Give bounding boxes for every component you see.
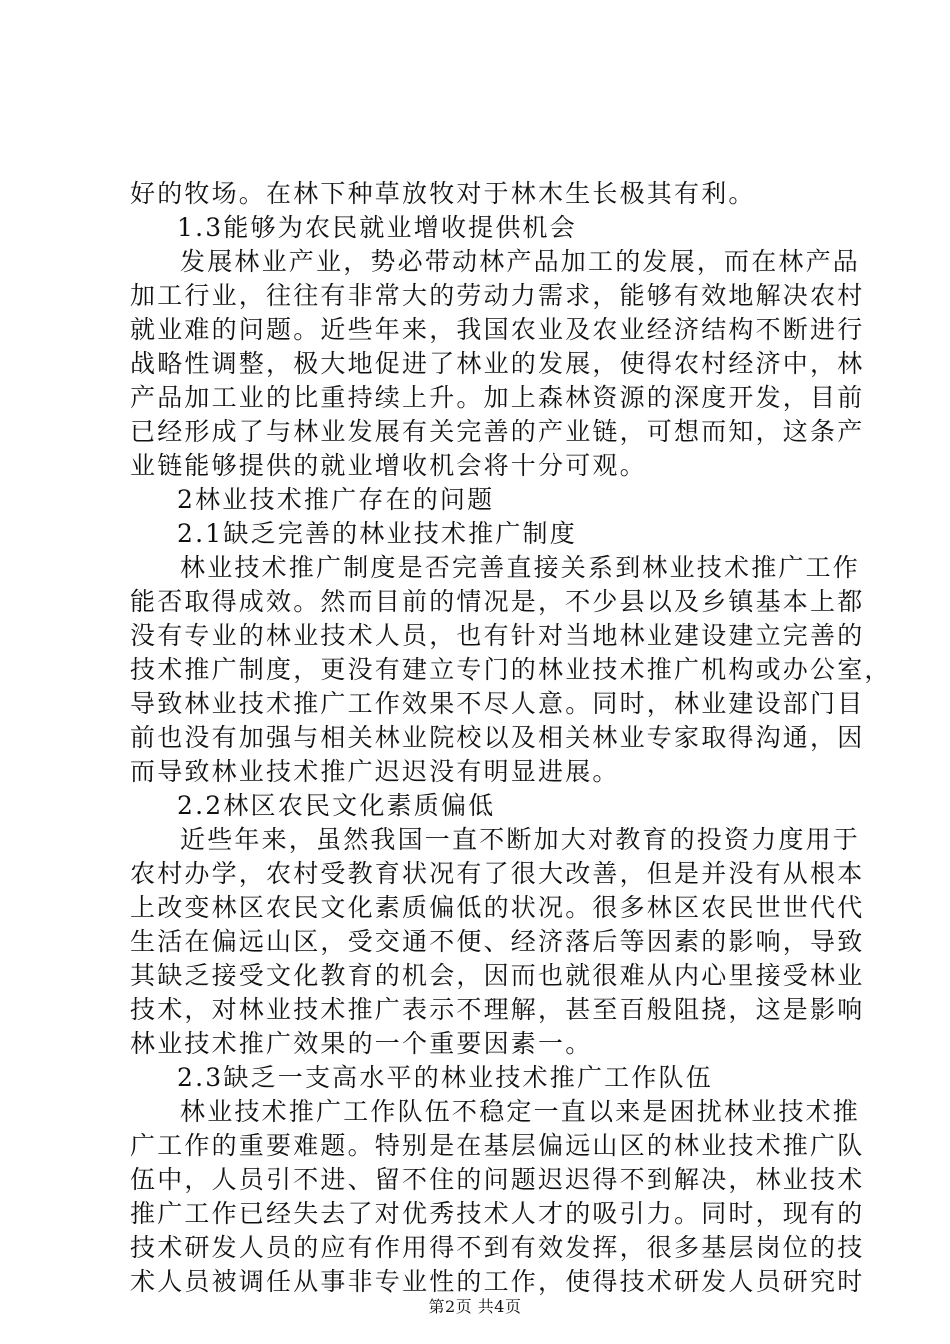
body-text-line: 术人员被调任从事非专业性的工作，使得技术研发人员研究时 bbox=[130, 1267, 865, 1296]
paragraph-first-line: 发展林业产业，势必带动林产品加工的发展，而在林产品 bbox=[180, 247, 861, 276]
body-text-line: 前也没有加强与相关林业院校以及相关林业专家取得沟通，因 bbox=[130, 723, 865, 752]
paragraph-first-line: 林业技术推广制度是否完善直接关系到林业技术推广工作 bbox=[180, 553, 861, 582]
body-text-line: 产品加工业的比重持续上升。加上森林资源的深度开发，目前 bbox=[130, 383, 865, 412]
section-heading: 2.1缺乏完善的林业技术推广制度 bbox=[177, 519, 577, 548]
body-text-line: 林业技术推广效果的一个重要因素一。 bbox=[130, 1029, 593, 1058]
section-heading: 2.3缺乏一支高水平的林业技术推广工作队伍 bbox=[177, 1063, 713, 1092]
body-text-line: 农村办学，农村受教育状况有了很大改善，但是并没有从根本 bbox=[130, 859, 865, 888]
body-text-line: 业链能够提供的就业增收机会将十分可观。 bbox=[130, 451, 647, 480]
body-text-line: 能否取得成效。然而目前的情况是，不少县以及乡镇基本上都 bbox=[130, 587, 865, 616]
body-text-line: 导致林业技术推广工作效果不尽人意。同时，林业建设部门目 bbox=[130, 689, 865, 718]
section-heading: 2.2林区农民文化素质偏低 bbox=[177, 791, 496, 820]
body-text-line: 技术推广制度，更没有建立专门的林业技术推广机构或办公室， bbox=[130, 655, 892, 684]
body-text-line: 技术，对林业技术推广表示不理解，甚至百般阻挠，这是影响 bbox=[130, 995, 865, 1024]
paragraph-first-line: 近些年来，虽然我国一直不断加大对教育的投资力度用于 bbox=[180, 825, 861, 854]
body-text-line: 就业难的问题。近些年来，我国农业及农业经济结构不断进行 bbox=[130, 315, 865, 344]
body-text-line: 广工作的重要难题。特别是在基层偏远山区的林业技术推广队 bbox=[130, 1131, 865, 1160]
body-text-line: 而导致林业技术推广迟迟没有明显进展。 bbox=[130, 757, 620, 786]
body-text-line: 生活在偏远山区，受交通不便、经济落后等因素的影响，导致 bbox=[130, 927, 865, 956]
body-text-line: 推广工作已经失去了对优秀技术人才的吸引力。同时，现有的 bbox=[130, 1199, 865, 1228]
page-footer: 第2页 共4页 bbox=[428, 1297, 522, 1316]
body-text-line: 其缺乏接受文化教育的机会，因而也就很难从内心里接受林业 bbox=[130, 961, 865, 990]
body-text-line: 已经形成了与林业发展有关完善的产业链，可想而知，这条产 bbox=[130, 417, 865, 446]
body-text-line: 上改变林区农民文化素质偏低的状况。很多林区农民世世代代 bbox=[130, 893, 865, 922]
body-text-line: 好的牧场。在林下种草放牧对于林木生长极其有利。 bbox=[130, 179, 756, 208]
section-heading: 1.3能够为农民就业增收提供机会 bbox=[177, 213, 577, 242]
body-text-line: 伍中，人员引不进、留不住的问题迟迟得不到解决，林业技术 bbox=[130, 1165, 865, 1194]
body-text-line: 加工行业，往往有非常大的劳动力需求，能够有效地解决农村 bbox=[130, 281, 865, 310]
body-text-line: 没有专业的林业技术人员，也有针对当地林业建设建立完善的 bbox=[130, 621, 865, 650]
section-heading: 2林业技术推广存在的问题 bbox=[177, 485, 495, 514]
paragraph-first-line: 林业技术推广工作队伍不稳定一直以来是困扰林业技术推 bbox=[180, 1097, 861, 1126]
body-text-line: 技术研发人员的应有作用得不到有效发挥，很多基层岗位的技 bbox=[130, 1233, 865, 1262]
body-text-line: 战略性调整，极大地促进了林业的发展，使得农村经济中，林 bbox=[130, 349, 865, 378]
